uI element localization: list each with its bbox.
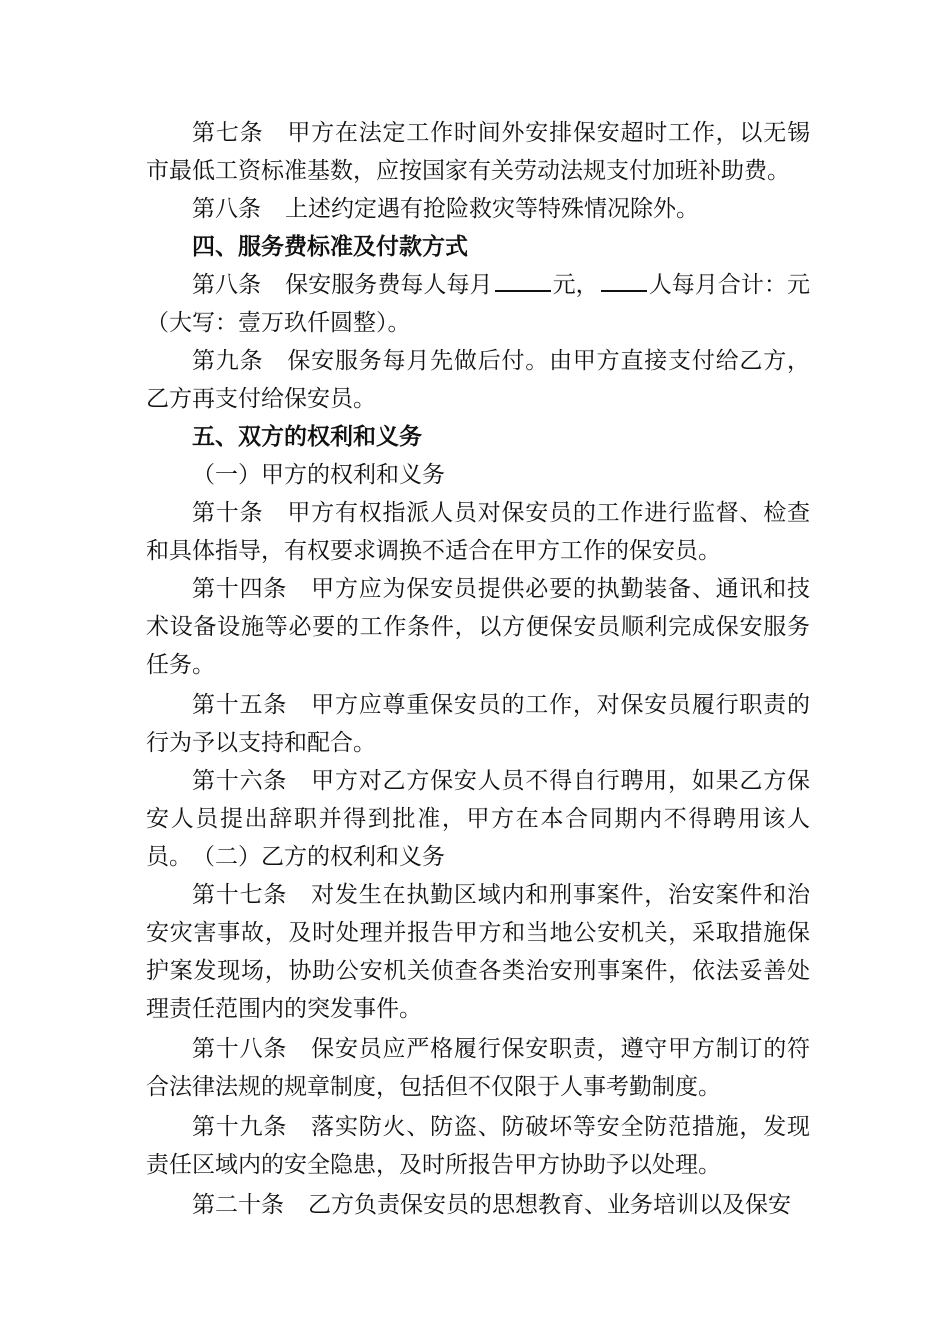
article-text-part: 元， — [552, 272, 599, 298]
fill-in-blank — [601, 268, 647, 292]
section-heading-fees: 四、服务费标准及付款方式 — [192, 233, 468, 260]
article-8-fees — [146, 266, 810, 342]
article-number: 第十条 — [192, 500, 264, 526]
article-text: 甲方对乙方保安人员不得自行聘用，如果乙方保安人员提出辞职并得到批准，甲方在本合同期内不得聘用该人员。 — [146, 768, 811, 870]
article-text-part: 保安服务费每人每月 — [285, 272, 493, 298]
article-number: 第七条 — [192, 120, 264, 146]
article-number: 第八条 — [192, 196, 261, 222]
subsection-heading-party-b: （二）乙方的权利和义务 — [192, 844, 445, 870]
article-10 — [146, 494, 810, 570]
article-text: 保安员应严格履行保安职责，遵守甲方制订的符合法律法规的规章制度，包括但不仅限于人事考勤制度。 — [146, 1036, 811, 1100]
article-text: 乙方负责保安员的思想教育、业务培训以及保安 — [308, 1192, 791, 1218]
article-20 — [146, 1186, 810, 1224]
article-text: 上述约定遇有抢险救灾等特殊情况除外。 — [285, 196, 699, 222]
article-text: 落实防火、防盗、防破坏等安全防范措施，发现责任区域内的安全隐患，及时所报告甲方协助予以处理。 — [146, 1114, 811, 1178]
article-8-exception — [146, 190, 810, 228]
article-14 — [146, 570, 810, 684]
article-number: 第二十条 — [192, 1192, 284, 1218]
article-number: 第十八条 — [192, 1036, 288, 1062]
article-text: 甲方应尊重保安员的工作，对保安员履行职责的行为予以支持和配合。 — [146, 692, 811, 756]
article-7 — [146, 114, 810, 190]
article-15 — [146, 686, 810, 762]
article-18 — [146, 1030, 810, 1106]
article-number: 第八条 — [192, 272, 262, 298]
article-text: 甲方在法定工作时间外安排保安超时工作，以无锡市最低工资标准基数，应按国家有关劳动法规支付加班补助费。 — [146, 120, 810, 184]
article-number: 第十七条 — [192, 882, 288, 908]
article-number: 第十九条 — [192, 1114, 288, 1140]
subsection-heading-party-a: （一）甲方的权利和义务 — [192, 462, 445, 488]
fill-in-blank — [495, 268, 551, 292]
article-text: 保安服务每月先做后付。由甲方直接支付给乙方，乙方再支付给保安员。 — [146, 348, 810, 412]
article-9 — [146, 342, 810, 418]
article-number: 第九条 — [192, 348, 264, 374]
article-text: 甲方应为保安员提供必要的执勤装备、通讯和技术设备设施等必要的工作条件，以方便保安员顺利完成保安服务任务。 — [146, 576, 811, 678]
article-19 — [146, 1108, 810, 1184]
section-heading-rights: 五、双方的权利和义务 — [192, 423, 422, 450]
article-number: 第十五条 — [192, 692, 288, 718]
article-number: 第十六条 — [192, 768, 288, 794]
article-text-part: 人每月合计：元（大写：壹万玖仟圆整）。 — [146, 272, 811, 336]
article-17 — [146, 876, 810, 1028]
article-text: 甲方有权指派人员对保安员的工作进行监督、检查和具体指导，有权要求调换不适合在甲方工作的保安员。 — [146, 500, 810, 564]
article-text: 对发生在执勤区域内和刑事案件，治安案件和治安灾害事故，及时处理并报告甲方和当地公安机关，采取措施保护案发现场，协助公安机关侦查各类治安刑事案件，依法妥善处理责任范围内的突发事件。 — [146, 882, 811, 1022]
article-number: 第十四条 — [192, 576, 288, 602]
